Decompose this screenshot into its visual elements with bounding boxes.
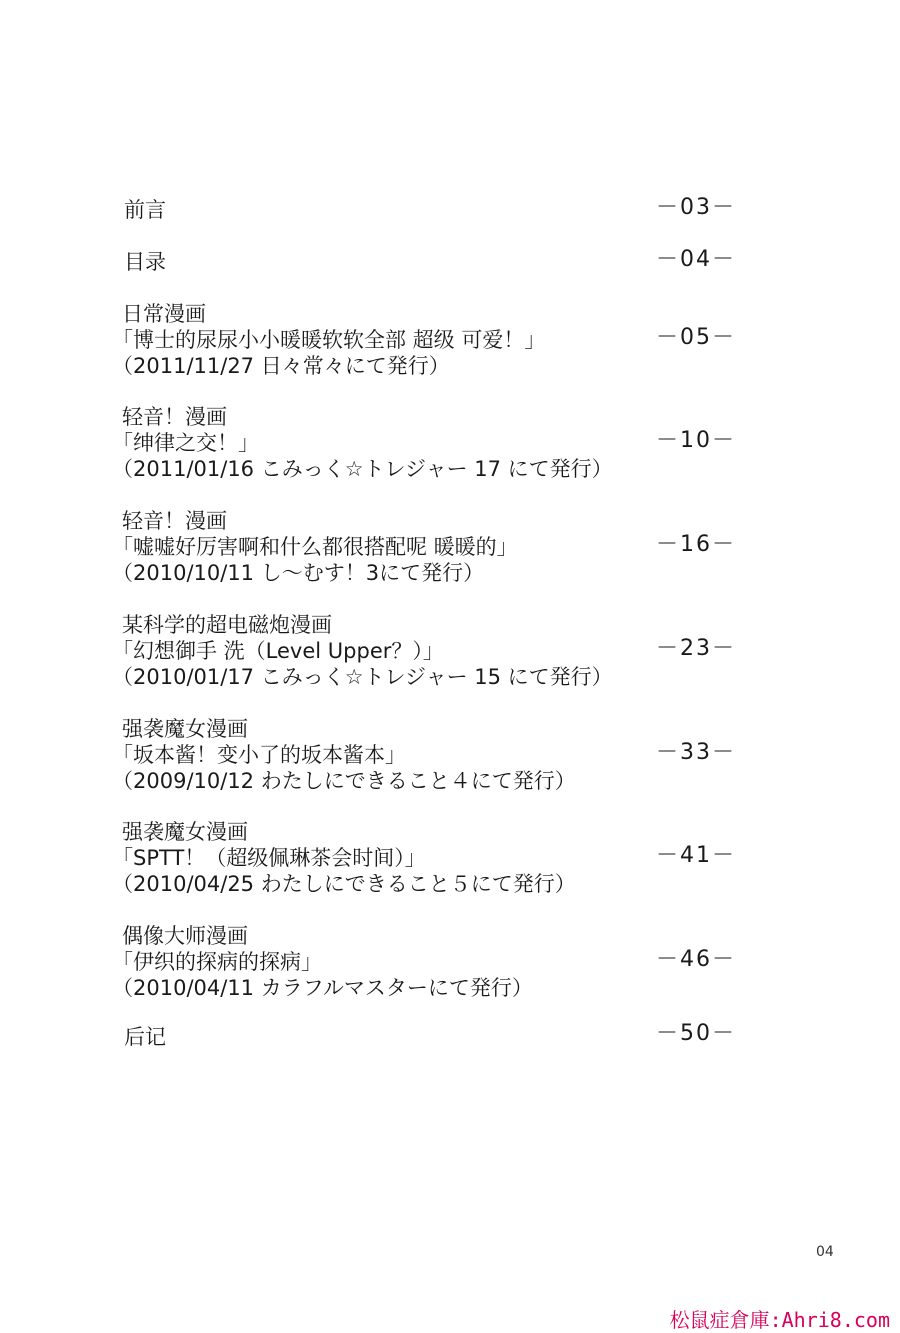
entry-category: 轻音！漫画 <box>122 509 227 533</box>
entry-title: 「绅律之交！」 <box>112 431 259 455</box>
entry-category: 强袭魔女漫画 <box>122 717 248 741</box>
entry-publication: （2010/04/11 カラフルマスターにて発行） <box>112 976 533 1000</box>
entry-category: 偶像大师漫画 <box>122 924 248 948</box>
entry-title: 「SPTT！（超级佩琳茶会时间）」 <box>112 846 426 870</box>
page-ref: －04－ <box>656 247 736 272</box>
page-ref: －16－ <box>656 532 736 557</box>
entry-publication: （2010/04/25 わたしにできること５にて発行） <box>112 872 576 896</box>
page-ref: －23－ <box>656 636 736 661</box>
entry-publication: （2011/11/27 日々常々にて発行） <box>112 354 450 378</box>
watermark: 松鼠症倉庫:Ahri8.com <box>669 1308 890 1332</box>
entry-title: 「博士的尿尿小小暖暖软软全部 超级 可爱！」 <box>112 328 546 352</box>
entry-publication: （2010/10/11 し～むす！3にて発行） <box>112 561 485 585</box>
entry-title: 「伊织的探病的探病」 <box>112 950 322 974</box>
page-ref: －10－ <box>656 428 736 453</box>
entry-title: 「幻想御手 洗（Level Upper？）」 <box>112 639 444 663</box>
entry-title: 「嘘嘘好厉害啊和什么都很搭配呢 暖暖的」 <box>112 535 518 559</box>
entry-title: 后记 <box>124 1025 166 1049</box>
page-ref: －33－ <box>656 740 736 765</box>
page-ref: －41－ <box>656 843 736 868</box>
page-ref: －46－ <box>656 947 736 972</box>
page-ref: －03－ <box>656 195 736 220</box>
entry-category: 强袭魔女漫画 <box>122 820 248 844</box>
entry-publication: （2010/01/17 こみっく☆トレジャー 15 にて発行） <box>112 665 613 689</box>
entry-publication: （2011/01/16 こみっく☆トレジャー 17 にて発行） <box>112 457 613 481</box>
entry-publication: （2009/10/12 わたしにできること４にて発行） <box>112 769 576 793</box>
entry-category: 某科学的超电磁炮漫画 <box>122 613 332 637</box>
entry-title: 前言 <box>124 198 166 222</box>
entry-title: 目录 <box>124 250 166 274</box>
page-number: 04 <box>816 1244 834 1260</box>
entry-category: 轻音！漫画 <box>122 405 227 429</box>
entry-category: 日常漫画 <box>122 302 206 326</box>
entry-title: 「坂本酱！变小了的坂本酱本」 <box>112 743 406 767</box>
page-ref: －05－ <box>656 325 736 350</box>
page-ref: －50－ <box>656 1021 736 1046</box>
